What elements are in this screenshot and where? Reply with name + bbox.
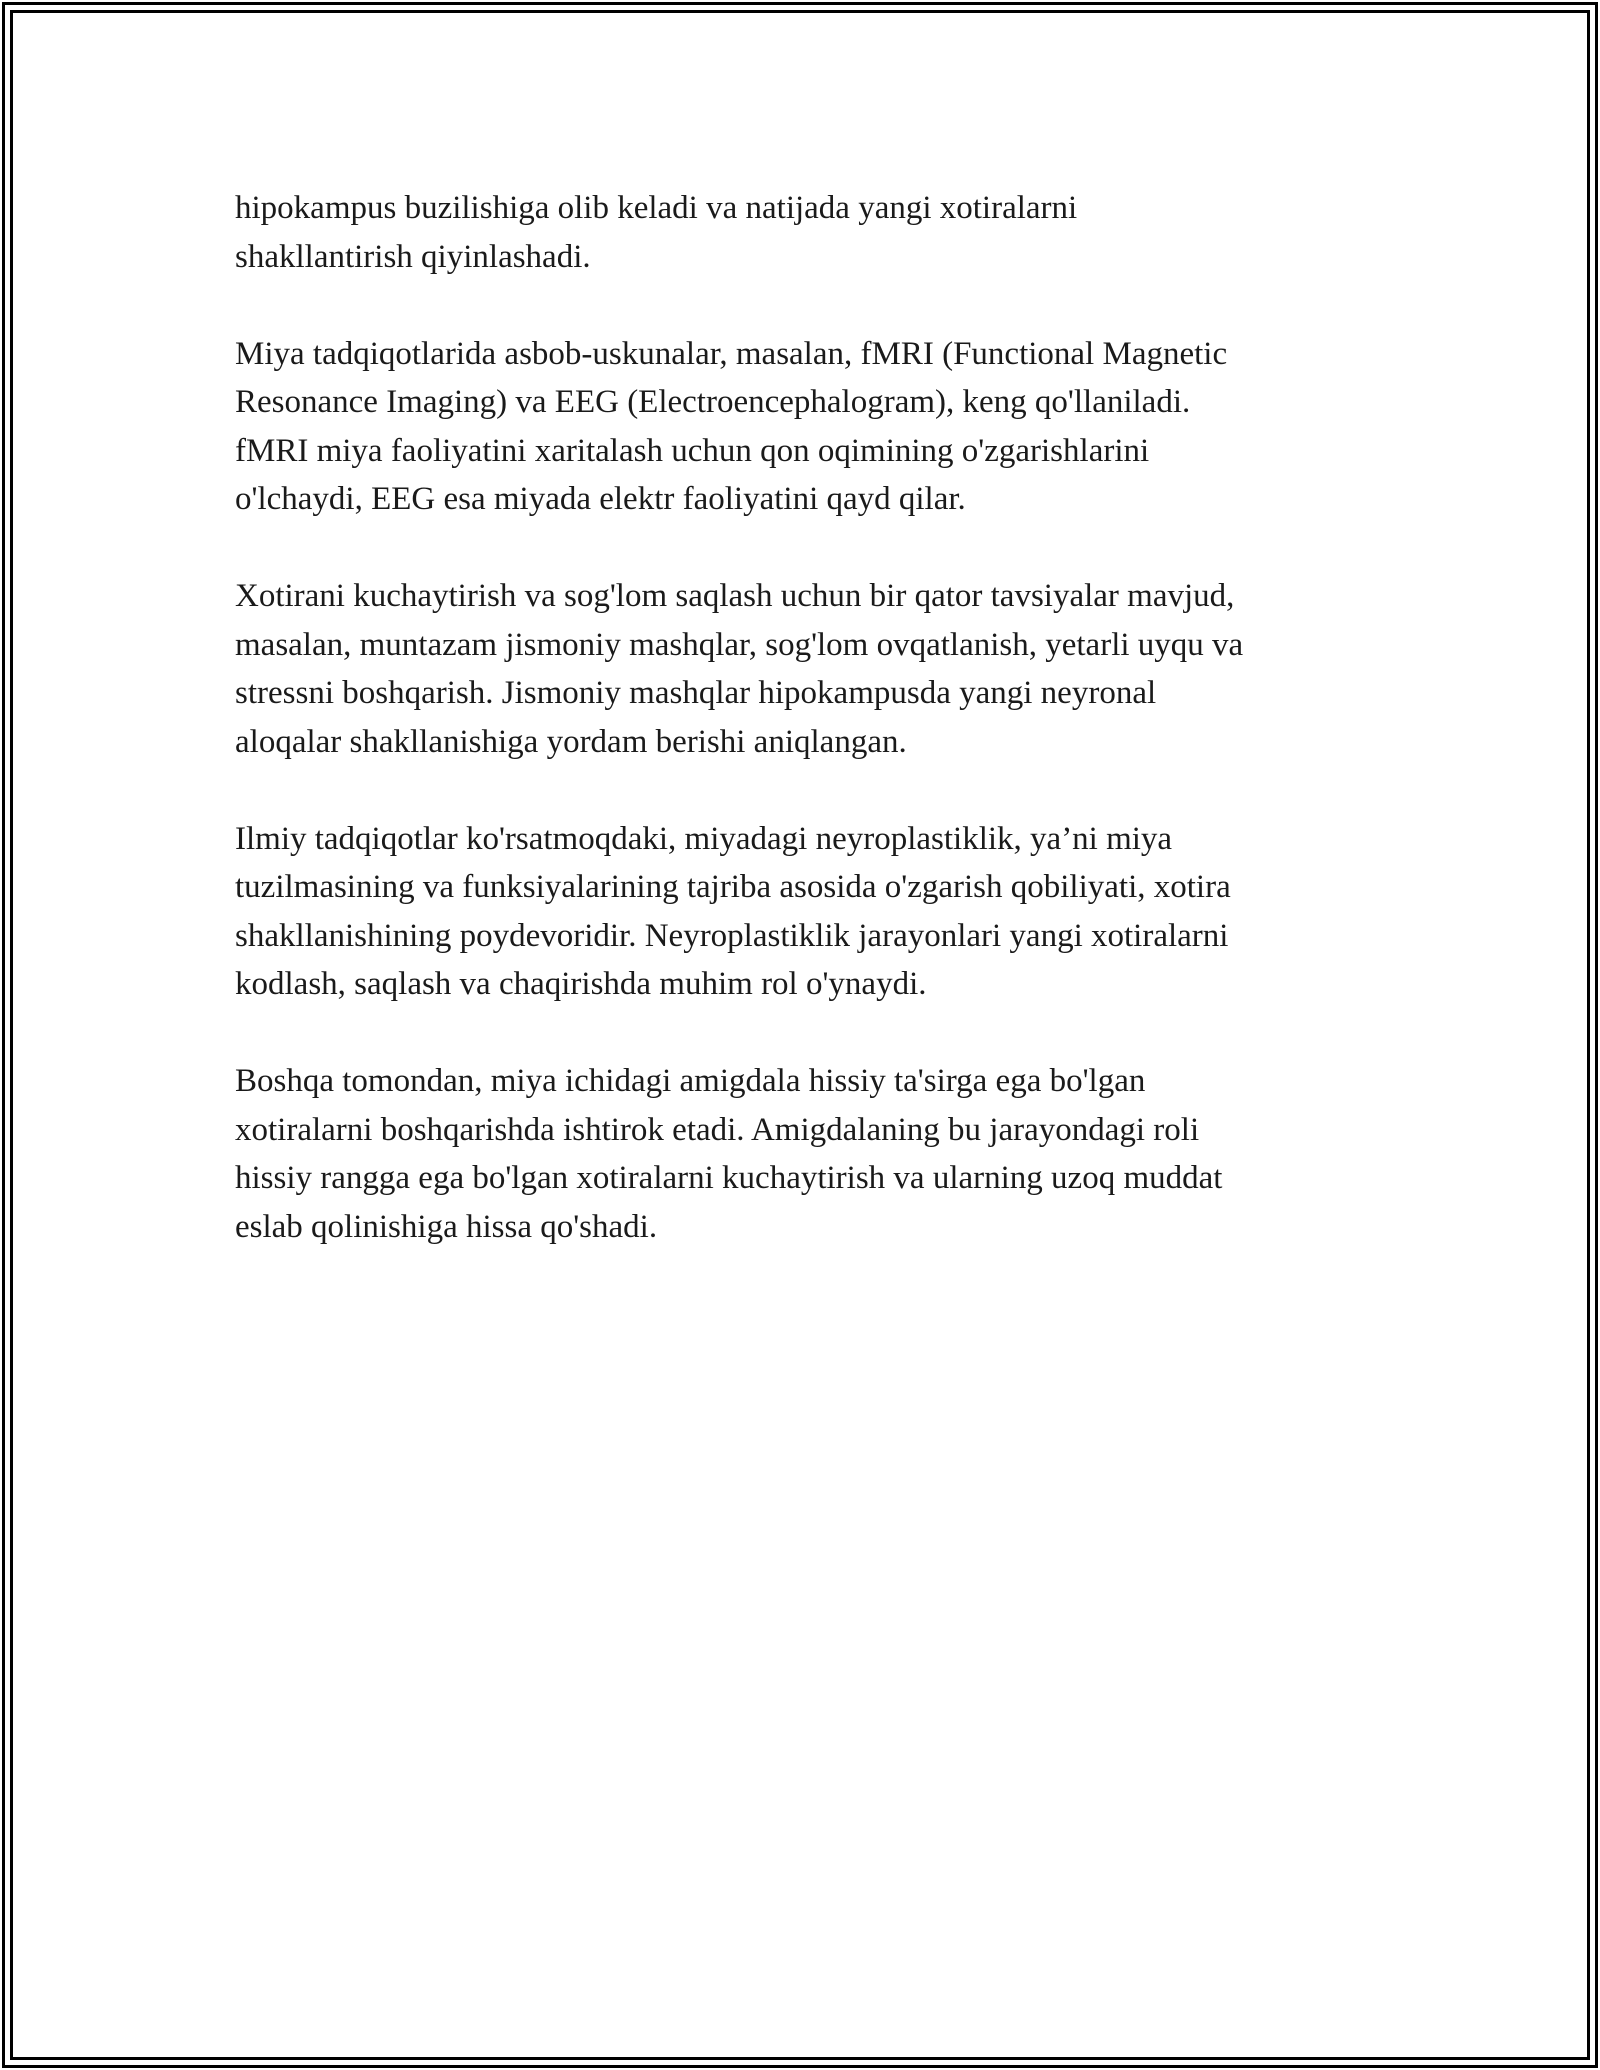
text-line: hipokampus buzilishiga olib keladi va natijada yangi xotiralarni [235, 190, 1078, 226]
paragraph [235, 572, 1365, 766]
text-line: aloqalar shakllanishiga yordam berishi aniqlangan. [235, 723, 907, 760]
paragraph [235, 184, 1365, 281]
text-line: Xotirani kuchaytirish va sog'lom saqlash uchun bir qator tavsiyalar mavjud, [235, 578, 1235, 614]
text-line: shakllantirish qiyinlashadi. [235, 238, 591, 275]
text-line: Resonance Imaging) va EEG (Electroencephalogram), keng qo'llaniladi. [235, 384, 1191, 420]
paragraph [235, 1057, 1365, 1251]
text-line: hissiy rangga ega bo'lgan xotiralarni kuchaytirish va ularning uzoq muddat [235, 1160, 1223, 1196]
text-line: tuzilmasining va funksiyalarining tajriba asosida o'zgarish qobiliyati, xotira [235, 869, 1231, 905]
text-line: masalan, muntazam jismoniy mashqlar, sog'lom ovqatlanish, yetarli uyqu va [235, 626, 1244, 663]
text-line: Miya tadqiqotlarida asbob-uskunalar, masalan, fMRI (Functional Magnetic [235, 335, 1228, 372]
paragraph [235, 330, 1365, 524]
text-line: Ilmiy tadqiqotlar ko'rsatmoqdaki, miyadagi neyroplastiklik, ya’ni miya [235, 820, 1173, 857]
text-line: o'lchaydi, EEG esa miyada elektr faoliyatini qayd qilar. [235, 481, 966, 517]
text-line: Boshqa tomondan, miya ichidagi amigdala hissiy ta'sirga ega bo'lgan [235, 1063, 1146, 1099]
document-body [235, 184, 1365, 1300]
text-line: fMRI miya faoliyatini xaritalash uchun qon oqimining o'zgarishlarini [235, 432, 1150, 469]
text-line: kodlash, saqlash va chaqirishda muhim rol o'ynaydi. [235, 966, 927, 1002]
text-line: eslab qolinishiga hissa qo'shadi. [235, 1208, 658, 1245]
text-line: stressni boshqarish. Jismoniy mashqlar hipokampusda yangi neyronal [235, 675, 1157, 711]
paragraph [235, 815, 1365, 1009]
text-line: shakllanishining poydevoridir. Neyroplastiklik jarayonlari yangi xotiralarni [235, 917, 1229, 954]
text-line: xotiralarni boshqarishda ishtirok etadi. Amigdalaning bu jarayondagi roli [235, 1111, 1200, 1148]
